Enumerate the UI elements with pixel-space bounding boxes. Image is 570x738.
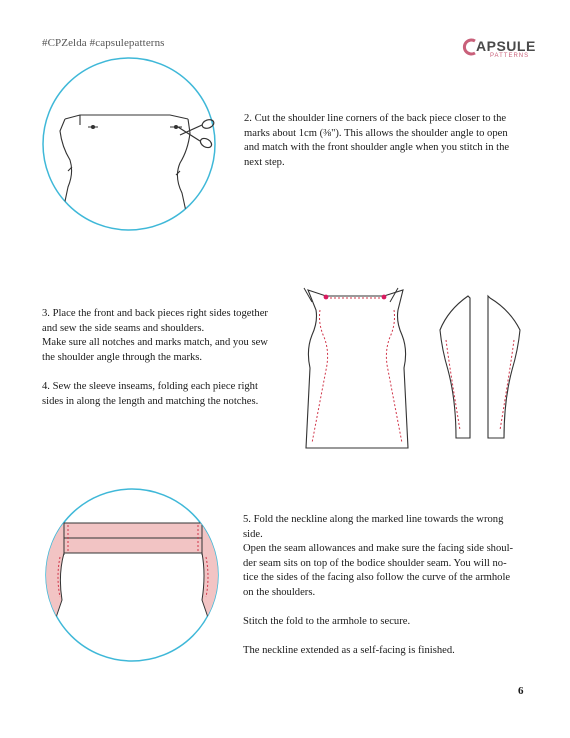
step-3-line: Make sure all notches and marks match, and you sew bbox=[42, 337, 268, 349]
sewn-bodice-sleeves-illustration bbox=[298, 280, 538, 460]
capsule-patterns-logo bbox=[462, 38, 536, 62]
step-2-line: marks about 1cm (⅜"). This allows the shoulder angle to open bbox=[244, 127, 508, 139]
step-3-line: the shoulder angle through the marks. bbox=[42, 351, 203, 363]
step-5-line: tice the sides of the facing also follow the curve of the armhole bbox=[243, 572, 511, 584]
step-5-line: side. bbox=[243, 528, 263, 540]
cut-shoulder-illustration bbox=[40, 55, 220, 235]
step-2-instructions bbox=[244, 112, 534, 170]
step-2-line: next step. bbox=[244, 156, 285, 168]
hashtags-header: #CPZelda #capsulepatterns bbox=[42, 37, 165, 49]
step-4-line: 4. Sew the sleeve inseams, folding each piece right bbox=[42, 380, 258, 392]
step-3-line: 3. Place the front and back pieces right sides together bbox=[42, 308, 268, 319]
page-number: 6 bbox=[518, 685, 524, 697]
logo-text: APSULE bbox=[476, 38, 536, 54]
neckline-facing-illustration bbox=[42, 485, 222, 665]
step-2-line: and match with the front shoulder angle when you stitch in the bbox=[244, 142, 510, 154]
step-3-line: and sew the side seams and shoulders. bbox=[42, 322, 205, 334]
step-2-line: 2. Cut the shoulder line corners of the back piece closer to the bbox=[244, 113, 507, 124]
step-5-stitch: Stitch the fold to the armhole to secure. bbox=[243, 616, 411, 628]
step-3-4-instructions bbox=[42, 307, 287, 409]
step-5-line: 5. Fold the neckline along the marked line towards the wrong bbox=[243, 514, 504, 525]
step-5-finish: The neckline extended as a self-facing is finished. bbox=[243, 645, 455, 657]
step-5-instructions bbox=[243, 513, 535, 659]
step-5-line: on the shoulders. bbox=[243, 586, 316, 598]
step-5-line: Open the seam allowances and make sure the facing side shoul- bbox=[243, 543, 514, 555]
step-5-line: der seam sits on top of the bodice shoulder seam. You will no- bbox=[243, 557, 507, 569]
logo-subtext: PATTERNS bbox=[490, 53, 530, 59]
step-4-line: sides in along the length and matching the notches. bbox=[42, 395, 259, 407]
